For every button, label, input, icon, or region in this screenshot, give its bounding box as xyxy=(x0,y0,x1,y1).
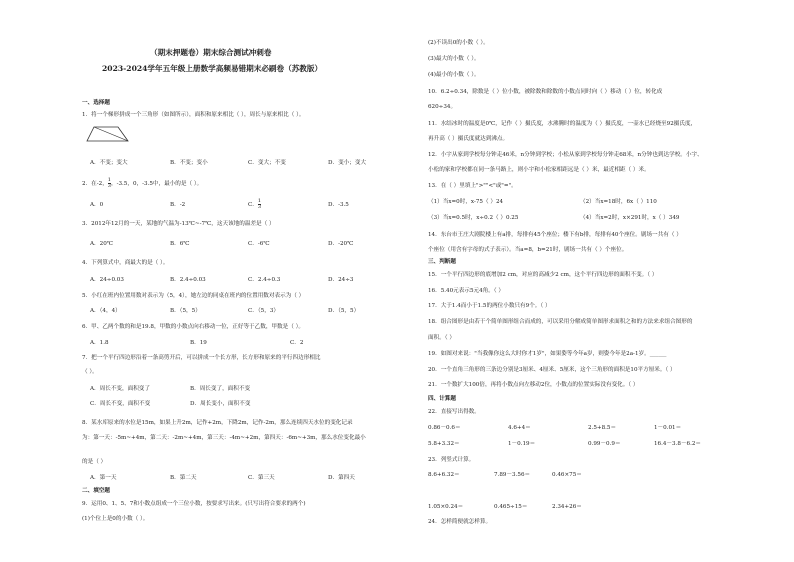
calc-item: 1.05×0.24＝ xyxy=(428,504,464,510)
question-5: 5．小红在班内位置用数对表示为（5，4），她左边的同桌在班内的位置用数对表示为（ ） xyxy=(82,293,305,299)
q6-option-a[interactable]: A．1.8 xyxy=(90,340,109,346)
q8-option-d[interactable]: D．第四天 xyxy=(328,475,355,481)
question-18-line2: 面积。（ ） xyxy=(428,335,455,341)
q13-row2 xyxy=(428,215,679,222)
q4-options xyxy=(90,277,353,284)
question-19: 19．如图对来说："当我像你这么大时你才1岁"，如果姿等今年a岁，则姿今年是2a-1岁。______ xyxy=(428,351,667,357)
q1-options xyxy=(90,160,366,167)
q7-option-d[interactable]: D．周长变小，面积不变 xyxy=(190,401,251,407)
q4-option-a[interactable]: A．24÷0.03 xyxy=(90,277,124,283)
question-23: 23．列竖式计算。 xyxy=(428,457,475,463)
q1-option-a[interactable]: A．不变；变大 xyxy=(90,160,128,166)
q5-option-b[interactable]: B．（5，5） xyxy=(170,308,201,314)
section-judge: 三、判断题 xyxy=(428,259,456,265)
question-7-line1: 7．把一个平行四边形沿着一条高剪开后，可以拼成一个长方形，长方形和原来的平行四边形相比 xyxy=(82,355,321,361)
q1-option-d[interactable]: D．变小；变大 xyxy=(328,160,367,166)
q2-option-d[interactable]: D．-3.5 xyxy=(328,202,349,208)
q6-option-b[interactable]: B．19 xyxy=(190,340,207,346)
section-fill: 二、填空题 xyxy=(82,488,110,494)
question-2 xyxy=(82,178,202,189)
question-18-line1: 18．组合图形是由若干个简单图形组合而成的，可以采用分解成简单图形求面积之和的方法来求组合图形的 xyxy=(428,319,693,325)
q5-options xyxy=(90,308,359,315)
question-4: 4．下列算式中，商最大的是（ ）。 xyxy=(82,260,169,266)
q4-option-d[interactable]: D．24÷3 xyxy=(328,277,354,283)
question-22: 22．直接写出得数。 xyxy=(428,409,480,415)
question-3: 3．2012年12月的一天，某地的气温为-13℃~-7℃，这天该地的温差是（ ） xyxy=(82,221,275,227)
calc-item: 0.465÷15＝ xyxy=(494,504,528,510)
calc-row-2 xyxy=(428,441,701,448)
question-14-line1: 14．东台市王庄大剧院楼上有a排，每排有45个座位；楼下有b排，每排有40个座位。剧场一共有（ ） xyxy=(428,232,682,238)
q5-option-d[interactable]: D．（5，5） xyxy=(328,308,360,314)
question-13: 13．在（ ）里填上">""<"或"="。 xyxy=(428,183,517,189)
calc-item: 0.99－0.9＝ xyxy=(588,441,621,447)
q2-optc-num: 1 xyxy=(257,198,262,204)
q5-option-a[interactable]: A．（4，4） xyxy=(90,308,121,314)
q2-text-a: 2．在-2， xyxy=(82,181,108,187)
q3-option-b[interactable]: B．6℃ xyxy=(170,241,190,247)
q4-option-b[interactable]: B．2.4÷0.03 xyxy=(170,277,206,283)
question-17: 17．大于1.4而小于1.5的两位小数只有9个。（ ） xyxy=(428,303,551,309)
q7-option-c[interactable]: C．周长不变，面积不变 xyxy=(90,401,151,407)
q8-option-b[interactable]: B．第二天 xyxy=(170,475,197,481)
question-15: 15．一个平行四边形的底增加2 cm，对应的高减少2 cm，这个平行四边形的面积不变。（ ） xyxy=(428,272,658,278)
question-14-line2: 个座位（用含有字母的式子表示）。当a=8，b=21时，剧场一共有（ ）个座位。 xyxy=(428,247,628,253)
q6-options xyxy=(90,340,303,347)
question-24: 24．怎样简便就怎样算。 xyxy=(428,519,492,525)
q3-options xyxy=(90,241,353,248)
trapezoid-figure xyxy=(84,124,132,144)
q2-options xyxy=(90,199,349,210)
section-calc: 四、计算题 xyxy=(428,396,456,402)
q8-option-c[interactable]: C．第三天 xyxy=(248,475,275,481)
q2-option-c[interactable] xyxy=(248,199,328,210)
question-9-sub1: (1)个位上是0的小数（ ）。 xyxy=(82,516,149,522)
question-20: 20．一个直角三角形的三条边分别是3厘米、4厘米、5厘米，这个三角形的面积是10平方厘米。（ ） xyxy=(428,367,676,373)
question-1: 1．将一个梯形拼成一个三角形（如图所示），面积和原来相比（ ），周长与原来相比（ ）。 xyxy=(82,112,305,118)
calc-item: 0.86－0.6＝ xyxy=(428,425,461,431)
q9-sub4: (4)最小的小数（ ）。 xyxy=(428,72,480,78)
q1-option-c[interactable]: C．变大；不变 xyxy=(248,160,286,166)
calc-item: 2.5+8.5＝ xyxy=(588,425,617,431)
calc-item: 1－0.01＝ xyxy=(654,425,682,431)
q9-sub3: (3)最大的小数（ ）。 xyxy=(428,56,480,62)
question-8-line1: 8．某水库原来的水位是15m，如果上升2m，记作+2m，下降2m，记作-2m，那么连续四天水位的变化记录 xyxy=(82,420,353,426)
q13-item-3[interactable]: （3）当x=0.5时，x÷0.2（ ）0.25 xyxy=(428,215,519,221)
calc-item: 7.89－3.56＝ xyxy=(494,472,531,478)
q1-option-b[interactable]: B．不变；变小 xyxy=(170,160,208,166)
q2-option-b[interactable]: B．-2 xyxy=(170,202,186,208)
question-9: 9．运用0、1、5、7和小数点组成一个三位小数，按要求写出来。(只写出符合要求的两个) xyxy=(82,501,306,507)
calc-row-4 xyxy=(428,504,582,511)
q7-options-row2 xyxy=(90,401,250,408)
question-10-line2: 620÷34。 xyxy=(428,104,457,110)
q2-frac-den: 3 xyxy=(107,183,111,189)
question-11-line2: 再升高（ ）摄氏度就达到沸点。 xyxy=(428,136,509,142)
q7-option-b[interactable]: B．周长变了，面积不变 xyxy=(190,386,251,392)
calc-row-3 xyxy=(428,472,582,479)
question-7-line2: （ ）。 xyxy=(82,369,98,375)
calc-item: 16.4－3.8－6.2＝ xyxy=(654,441,702,447)
q8-options xyxy=(90,475,355,482)
calc-row-1 xyxy=(428,425,681,432)
q6-option-c[interactable]: C．2 xyxy=(290,340,304,346)
q3-option-d[interactable]: D．-20℃ xyxy=(328,241,354,247)
calc-item: 0.46×75＝ xyxy=(552,472,582,478)
q7-option-a[interactable]: A．周长不变，面积变了 xyxy=(90,386,150,392)
calc-item: 1－0.19＝ xyxy=(508,441,536,447)
q4-option-c[interactable]: C．2.4÷0.3 xyxy=(248,277,281,283)
calc-item: 8.6+6.32＝ xyxy=(428,472,460,478)
q5-option-c[interactable]: C．（5，3） xyxy=(248,308,279,314)
question-12-line1: 12．小宇从家到学校每分钟走46米，n分钟到学校；小松从家到学校每分钟走68米，n分钟也到达学校。小宇、 xyxy=(428,152,703,158)
calc-item: 2.34+26＝ xyxy=(552,504,582,510)
q9-sub2: (2)不读出0的小数（ ）。 xyxy=(428,40,489,46)
q3-option-a[interactable]: A．20℃ xyxy=(90,241,114,247)
q2-optc-fraction xyxy=(258,199,261,210)
page-title: （期末押题卷）期末综合测试冲刺卷 xyxy=(150,48,272,57)
question-11-line1: 11．水结冰时的温度是0℃，记作（ ）摄氏度，水沸腾时的温度为（ ）摄氏度，一壶水已经烧至92摄氏度， xyxy=(428,121,697,127)
q2-text-b: ，-3.5，0，-3.5中，最小的是（ ）。 xyxy=(110,181,203,187)
calc-item: 5.8+3.32＝ xyxy=(428,441,460,447)
q2-option-c-label: C． xyxy=(248,202,258,208)
q2-optc-den: 3 xyxy=(257,204,262,210)
q13-item-1[interactable]: （1）当x=0时，x-75（ ）24 xyxy=(428,199,504,205)
question-21: 21．一个数扩大100倍，再将小数点向左移动2位，小数点的位置实际没有变化。（ ） xyxy=(428,382,639,388)
q2-frac-num: 1 xyxy=(107,177,111,183)
question-6: 6．甲、乙两个数的和是19.8，甲数的小数点向右移动一位，正好等于乙数，甲数是（ ）。 xyxy=(82,324,304,330)
q3-option-c[interactable]: C．-6℃ xyxy=(248,241,270,247)
page-subtitle: 2023-2024学年五年级上册数学高频易错期末必刷卷（苏教版） xyxy=(102,64,323,73)
question-10-line1: 10．6.2÷0.34，除数是（ ）位小数，被除数和除数的小数点同时向（ ）移动（ ）位，转化成 xyxy=(428,89,663,95)
q13-item-2[interactable]: （2）当x=18时，6x（ ）110 xyxy=(580,199,657,205)
question-16: 16．5.40元表示5元4角。（ ） xyxy=(428,288,505,294)
q13-item-4[interactable]: （4）当x=2时，x×291时，x（ ）349 xyxy=(580,215,680,221)
q2-option-a[interactable]: A．0 xyxy=(90,202,104,208)
q13-row1 xyxy=(428,199,657,206)
calc-item: 4.6+4＝ xyxy=(508,425,531,431)
question-8-line3: 的是（ ） xyxy=(82,459,107,465)
section-choice: 一、选择题 xyxy=(82,100,110,106)
q7-options-row1 xyxy=(90,386,250,393)
q8-option-a[interactable]: A．第一天 xyxy=(90,475,117,481)
question-12-line2: 小松的家和学校都在同一条马路上，则小宇和小松家相距远是（ ）米，最近相距（ ）米。 xyxy=(428,167,650,173)
question-8-line2: 为：第一天：-5m~+4m，第二天：-2m~+4m，第三天：-4m~+2m，第四天：-6m~+3m，那么水位变化最小 xyxy=(82,435,366,441)
